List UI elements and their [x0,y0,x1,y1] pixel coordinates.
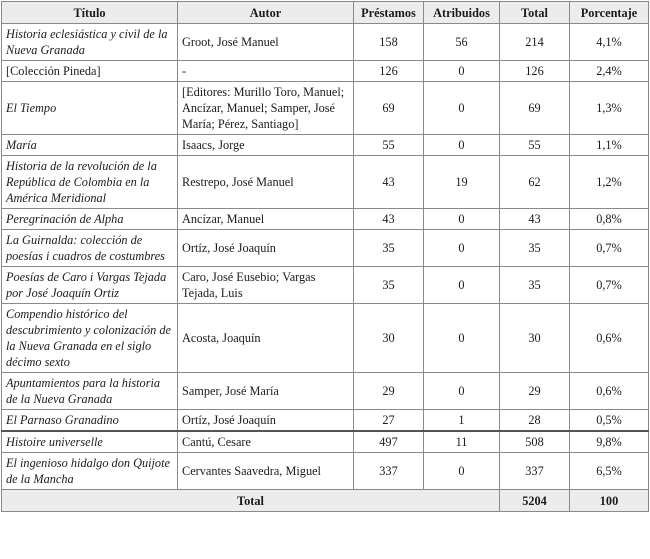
table-row [2,267,649,304]
table-row [2,230,649,267]
cell-porcentaje: 0,8% [570,209,649,230]
cell-prestamos: 158 [354,24,424,61]
cell-atribuidos: 0 [424,373,500,410]
cell-autor: Acosta, Joaquín [178,304,354,373]
cell-titulo: Histoire universelle [2,431,178,453]
header-total: Total [500,2,570,24]
cell-total: 337 [500,453,570,490]
cell-atribuidos: 11 [424,431,500,453]
total-label: Total [2,490,500,512]
cell-total: 55 [500,135,570,156]
cell-titulo: Apuntamientos para la historia de la Nueva Granada [2,373,178,410]
cell-atribuidos: 0 [424,304,500,373]
cell-prestamos: 55 [354,135,424,156]
header-prestamos: Préstamos [354,2,424,24]
cell-autor: Ancízar, Manuel [178,209,354,230]
cell-porcentaje: 0,6% [570,304,649,373]
cell-prestamos: 69 [354,82,424,135]
cell-atribuidos: 0 [424,230,500,267]
cell-autor: [Editores: Murillo Toro, Manuel; Ancízar, Manuel; Samper, José María; Pérez, Santiago] [178,82,354,135]
cell-prestamos: 29 [354,373,424,410]
cell-prestamos: 27 [354,410,424,432]
header-porcentaje: Porcentaje [570,2,649,24]
cell-autor: Cantú, Cesare [178,431,354,453]
cell-autor: Cervantes Saavedra, Miguel [178,453,354,490]
cell-autor: Samper, José María [178,373,354,410]
cell-atribuidos: 0 [424,82,500,135]
header-row [2,2,649,24]
header-titulo: Título [2,2,178,24]
cell-porcentaje: 6,5% [570,453,649,490]
cell-porcentaje: 0,5% [570,410,649,432]
cell-titulo: El Parnaso Granadino [2,410,178,432]
table-row [2,82,649,135]
cell-autor: Ortíz, José Joaquín [178,230,354,267]
cell-titulo: Peregrinación de Alpha [2,209,178,230]
cell-titulo: Poesías de Caro i Vargas Tejada por José Joaquín Ortiz [2,267,178,304]
cell-titulo: Historia de la revolución de la República de Colombia en la América Meridional [2,156,178,209]
cell-total: 30 [500,304,570,373]
total-value: 5204 [500,490,570,512]
table-row [2,209,649,230]
cell-autor: Ortíz, José Joaquín [178,410,354,432]
cell-total: 69 [500,82,570,135]
table-row [2,304,649,373]
cell-porcentaje: 0,6% [570,373,649,410]
table-row [2,373,649,410]
cell-total: 35 [500,267,570,304]
cell-atribuidos: 0 [424,61,500,82]
cell-atribuidos: 1 [424,410,500,432]
cell-porcentaje: 1,1% [570,135,649,156]
cell-prestamos: 497 [354,431,424,453]
cell-autor: Groot, José Manuel [178,24,354,61]
table-row [2,156,649,209]
cell-atribuidos: 0 [424,209,500,230]
cell-titulo: El Tiempo [2,82,178,135]
table-row [2,135,649,156]
cell-total: 43 [500,209,570,230]
cell-titulo: El ingenioso hidalgo don Quijote de la Mancha [2,453,178,490]
cell-atribuidos: 0 [424,135,500,156]
table-row [2,410,649,432]
cell-total: 214 [500,24,570,61]
cell-prestamos: 35 [354,230,424,267]
cell-atribuidos: 56 [424,24,500,61]
cell-autor: - [178,61,354,82]
table-row [2,431,649,453]
cell-titulo: María [2,135,178,156]
cell-total: 62 [500,156,570,209]
cell-porcentaje: 9,8% [570,431,649,453]
cell-total: 35 [500,230,570,267]
cell-atribuidos: 0 [424,453,500,490]
header-atribuidos: Atribuidos [424,2,500,24]
cell-prestamos: 43 [354,209,424,230]
total-percentage: 100 [570,490,649,512]
cell-prestamos: 126 [354,61,424,82]
cell-autor: Restrepo, José Manuel [178,156,354,209]
cell-total: 29 [500,373,570,410]
cell-titulo: Compendio histórico del descubrimiento y colonización de la Nueva Granada en el siglo décimo sexto [2,304,178,373]
table-row [2,453,649,490]
table-row [2,24,649,61]
cell-autor: Isaacs, Jorge [178,135,354,156]
total-row [2,490,649,512]
cell-porcentaje: 1,3% [570,82,649,135]
cell-titulo: [Colección Pineda] [2,61,178,82]
cell-total: 126 [500,61,570,82]
cell-atribuidos: 0 [424,267,500,304]
cell-porcentaje: 0,7% [570,230,649,267]
cell-total: 508 [500,431,570,453]
cell-porcentaje: 0,7% [570,267,649,304]
cell-autor: Caro, José Eusebio; Vargas Tejada, Luis [178,267,354,304]
cell-titulo: Historia eclesiástica y civil de la Nueva Granada [2,24,178,61]
library-loans-table [1,1,649,512]
cell-prestamos: 35 [354,267,424,304]
cell-prestamos: 43 [354,156,424,209]
cell-total: 28 [500,410,570,432]
cell-porcentaje: 2,4% [570,61,649,82]
cell-porcentaje: 1,2% [570,156,649,209]
cell-atribuidos: 19 [424,156,500,209]
cell-prestamos: 30 [354,304,424,373]
header-autor: Autor [178,2,354,24]
cell-porcentaje: 4,1% [570,24,649,61]
cell-titulo: La Guirnalda: colección de poesías i cuadros de costumbres [2,230,178,267]
table-row [2,61,649,82]
cell-prestamos: 337 [354,453,424,490]
